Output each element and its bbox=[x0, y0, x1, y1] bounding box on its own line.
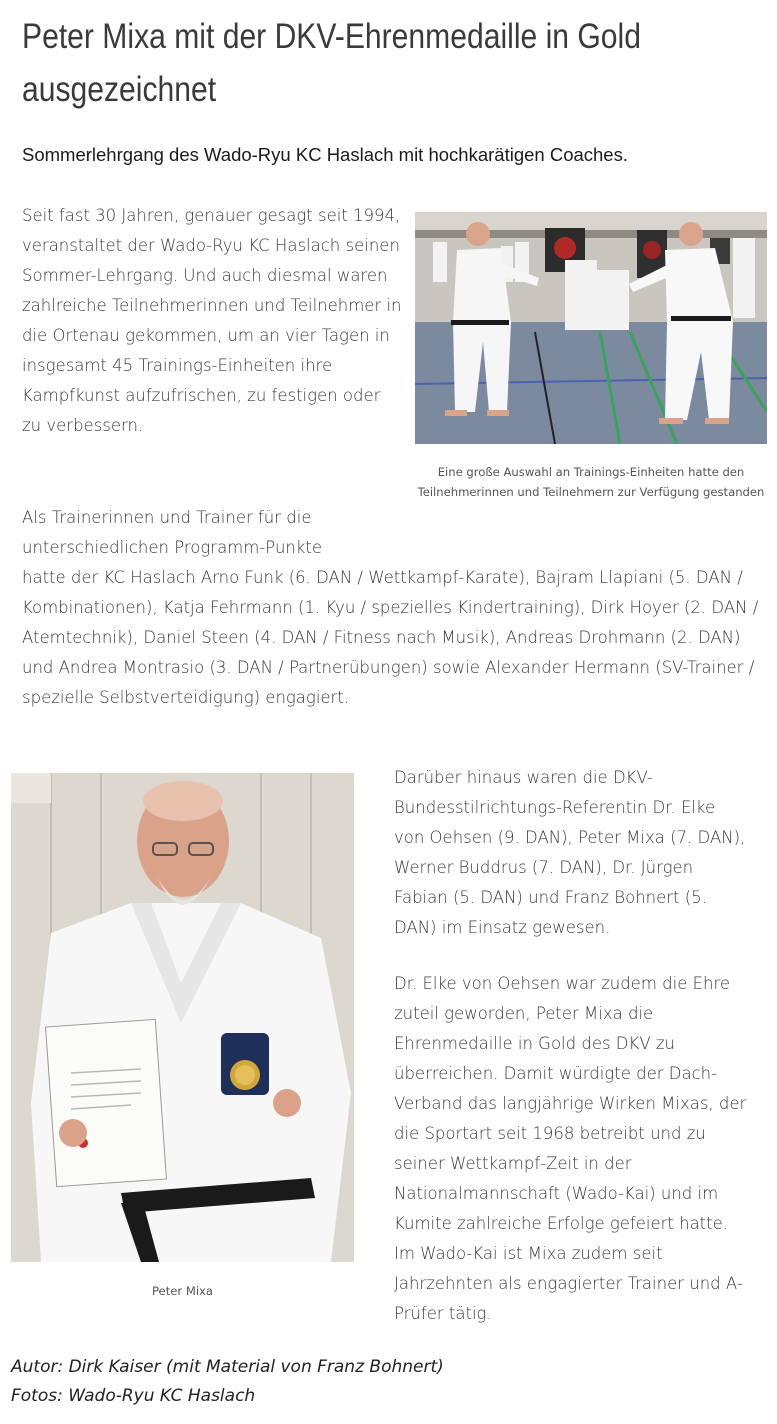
paragraph-trainers bbox=[22, 503, 767, 713]
paragraph-referents: Darüber hinaus waren die DKV-Bundesstilrichtungs-Referentin Dr. Elke von Oehsen (9. DAN), Peter Mixa (7. DAN), Werner Buddrus (7. DAN), Dr. Jürgen Fabian (5. DAN) und Franz Bohnert (5. DAN) im Einsatz gewesen. bbox=[394, 768, 746, 937]
article-subtitle: Sommerlehrgang des Wado-Ryu KC Haslach mit hochkarätigen Coaches. bbox=[22, 144, 628, 165]
article-title: Peter Mixa mit der DKV-Ehrenmedaille in Gold ausgezeichnet bbox=[22, 17, 641, 109]
paragraph-trainers-rest: hatte der KC Haslach Arno Funk (6. DAN / Wettkampf-Karate), Bajram Llapiani (5. DAN / Kombinationen), Katja Fehrmann (1. Kyu / spezielles Kindertraining), Dirk Hoyer (2. DAN / Atemtechnik), Daniel Steen (4. DAN / Fitness nach Musik), Andreas Drohmann (2. DAN) und Andrea Montrasio (3. DAN / Partnerübungen) sowie Alexander Hermann (SV-Trainer / spezielle Selbstverteidigung) engagiert. bbox=[22, 568, 759, 707]
portrait-photo-image bbox=[11, 773, 354, 1262]
portrait-photo bbox=[11, 773, 354, 1262]
paragraph-intro: Seit fast 30 Jahren, genauer gesagt seit 1994, veranstaltet der Wado-Ryu KC Haslach seinen Sommer-Lehrgang. Und auch diesmal waren zahlreiche Teilnehmerinnen und Teilnehmer in die Ortenau gekommen, um an vier Tagen in insgesamt 45 Trainings-Einheiten ihre Kampfkunst aufzufrischen, zu festigen oder zu verbessern. bbox=[22, 206, 402, 435]
portrait-photo-caption: Peter Mixa bbox=[151, 1284, 214, 1298]
photo-credit: Fotos: Wado-Ryu KC Haslach bbox=[11, 1386, 256, 1406]
paragraph-trainers-start: Als Trainerinnen und Trainer für die unterschiedlichen Programm-Punkte bbox=[22, 508, 323, 557]
paragraph-medal: Dr. Elke von Oehsen war zudem die Ehre zuteil geworden, Peter Mixa die Ehrenmedaille in Gold des DKV zu überreichen. Damit würdigte der Dach-Verband das langjährige Wirken Mixas, der die Sportart seit 1968 betreibt und zu seiner Wettkampf-Zeit in der Nationalmannschaft (Wado-Kai) und im Kumite zahlreiche Erfolge gefeiert hatte. Im Wado-Kai ist Mixa zudem seit Jahrzehnten als engagierter Trainer und A-Prüfer tätig. bbox=[394, 974, 747, 1323]
training-photo bbox=[415, 212, 767, 444]
training-photo-image bbox=[415, 212, 767, 444]
credits bbox=[11, 1353, 444, 1411]
training-photo-caption: Eine große Auswahl an Trainings-Einheiten hatte den Teilnehmerinnen und Teilnehmern zur Verfügung gestanden bbox=[417, 465, 765, 499]
author-credit: Autor: Dirk Kaiser (mit Material von Franz Bohnert) bbox=[11, 1357, 444, 1377]
